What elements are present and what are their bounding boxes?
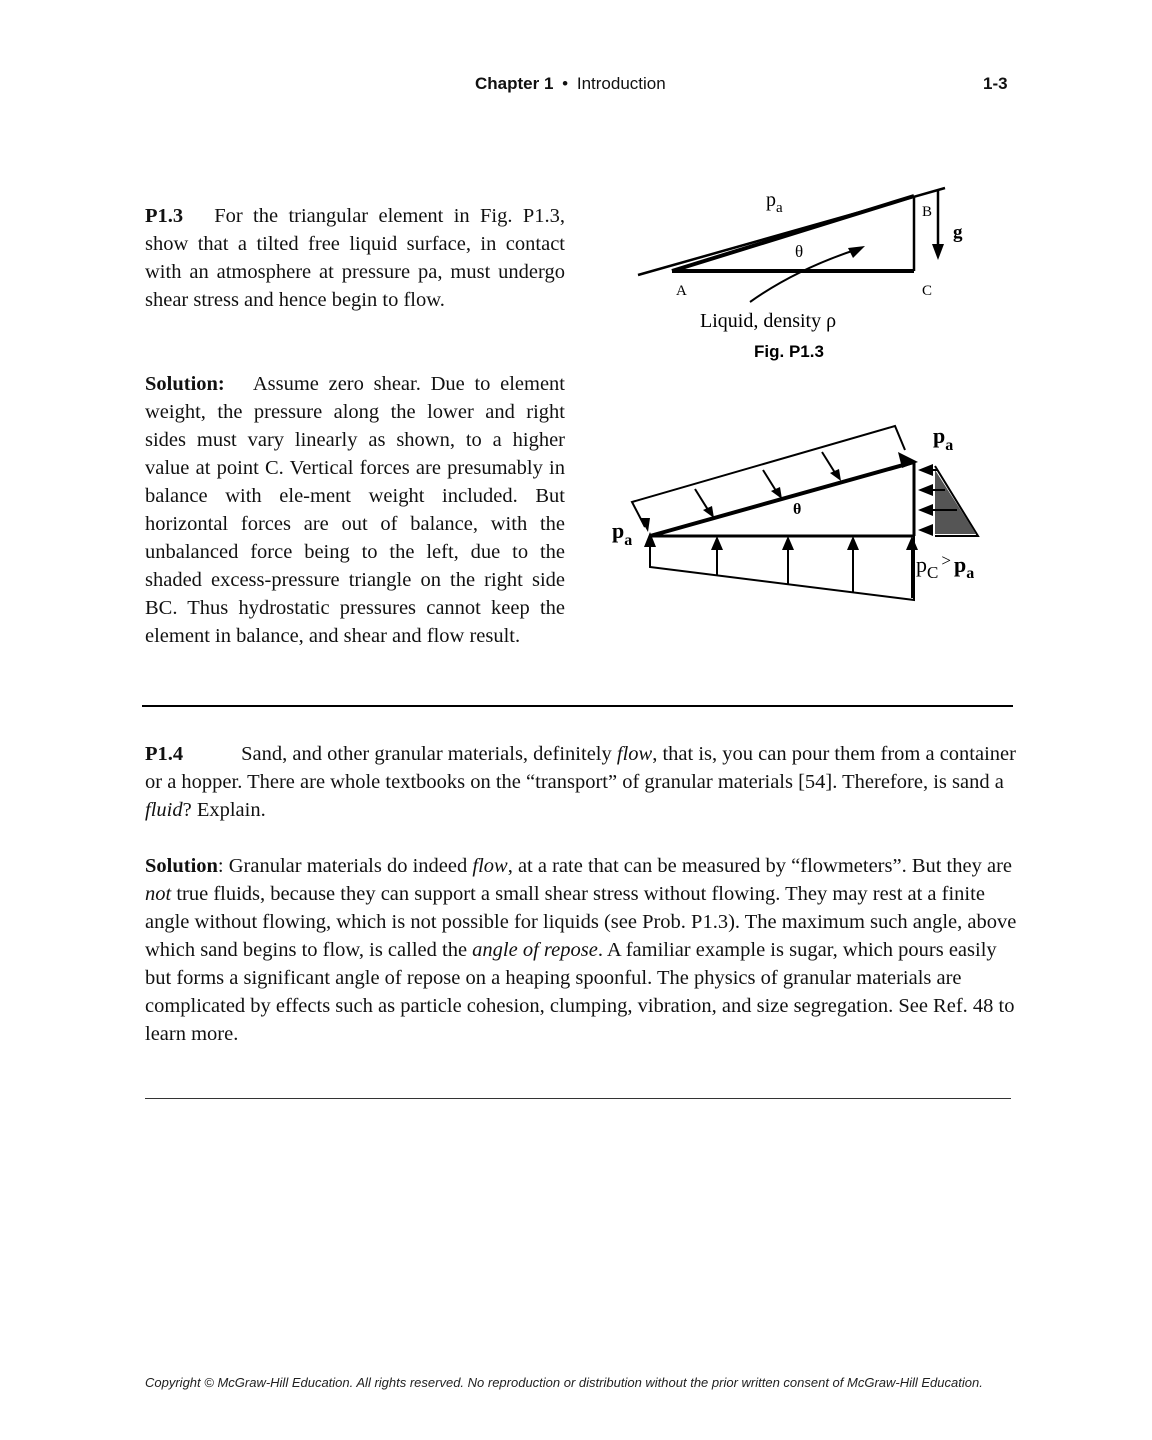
chapter-label: Chapter 1 <box>475 74 554 93</box>
liquid-density-label: Liquid, density ρ <box>700 310 837 332</box>
solution-p1-4 <box>145 852 1020 1048</box>
bottom-divider <box>145 1098 1011 1099</box>
pc-gt-pa-label: $p_C^>$ $p_a$ <box>916 551 975 582</box>
theta-label: θ <box>793 501 802 518</box>
solution-label: Solution <box>145 855 218 877</box>
running-head <box>475 74 666 94</box>
section-divider <box>142 705 1013 707</box>
solution-text-2: , at a rate that can be measured by “flowmeters”. But they are <box>507 855 1013 877</box>
emphasis-flow: flow <box>472 855 508 877</box>
problem-text-2: , that is, you can pour them from a container or a hopper. There are whole textbooks on the “transport” of granular materials [54]. Therefore, is sand a <box>145 743 1016 793</box>
problem-label: P1.3 <box>145 205 184 227</box>
excess-pressure-triangle <box>935 470 976 534</box>
bottom-pressure-envelope <box>650 536 914 600</box>
figure-caption: Fig. P1.3 <box>754 342 824 361</box>
solution-text-3: true fluids, because they can support a small shear stress without flowing. They may rest at a finite angle without flowing, which is not possible for liquids (see Prob. P1.3). The maximum such angle, above which sand begins to flow, is called the <box>145 883 1017 961</box>
solution-text-4: . A familiar example is sugar, which pours easily but forms a significant angle of repose on a heaping spoonful. The physics of granular materials are complicated by effects such as particle cohesion, clumping, vibration, and size segregation. See Ref. 48 to learn more. <box>145 939 1015 1045</box>
section-label: Introduction <box>576 74 666 93</box>
copyright-footer: Copyright © McGraw-Hill Education. All rights reserved. No reproduction or distribution without the prior written consent of McGraw-Hill Education. <box>145 1375 983 1390</box>
page-number: 1-3 <box>983 74 1008 93</box>
problem-text: For the triangular element in Fig. P1.3, show that a tilted free liquid surface, in contact with an atmosphere at pressure pa, must undergo shear stress and hence begin to flow. <box>145 205 565 311</box>
emphasis-fluid: fluid <box>145 799 183 821</box>
pa-label: $p_a$ <box>766 189 783 216</box>
figure-p1-3 <box>600 180 1020 380</box>
problem-text-3: ? Explain. <box>182 799 266 821</box>
problem-p1-3 <box>145 202 565 314</box>
gravity-label: g <box>953 222 963 243</box>
emphasis-angle-of-repose: angle of repose <box>472 939 598 961</box>
problem-label: P1.4 <box>145 743 184 765</box>
emphasis-not: not <box>145 883 172 905</box>
page-header <box>0 74 1152 98</box>
problem-p1-4 <box>145 740 1020 824</box>
solution-text-1: : Granular materials do indeed <box>217 855 473 877</box>
pressure-distribution-figure <box>600 410 1020 620</box>
leader-arrowhead <box>848 246 865 258</box>
pa-left-label: $p_a$ <box>612 518 633 549</box>
solution-text: Assume zero shear. Due to element weight, the pressure along the lower and right sides must vary linearly as shown, to a higher value at point C. Vertical forces are presumably in balance with ele-ment weight included. But horizontal forces are out of balance, with the unbalanced force being to the left, due to the shaded excess-pressure triangle on the right side BC. Thus hydrostatic pressures cannot keep the element in balance, and shear and flow result. <box>145 373 566 647</box>
solution-label: Solution: <box>145 373 225 395</box>
emphasis-flow: flow <box>616 743 653 765</box>
theta-label: θ <box>795 242 804 261</box>
point-a-label: A <box>676 283 687 299</box>
gravity-arrowhead <box>932 244 944 260</box>
solution-p1-3 <box>145 370 565 650</box>
problem-text-1: Sand, and other granular materials, definitely <box>241 743 617 765</box>
point-b-label: B <box>922 204 933 220</box>
bullet: • <box>562 74 569 93</box>
side-ab <box>672 196 914 271</box>
pa-top-label: $p_a$ <box>933 423 954 454</box>
point-c-label: C <box>922 283 933 299</box>
